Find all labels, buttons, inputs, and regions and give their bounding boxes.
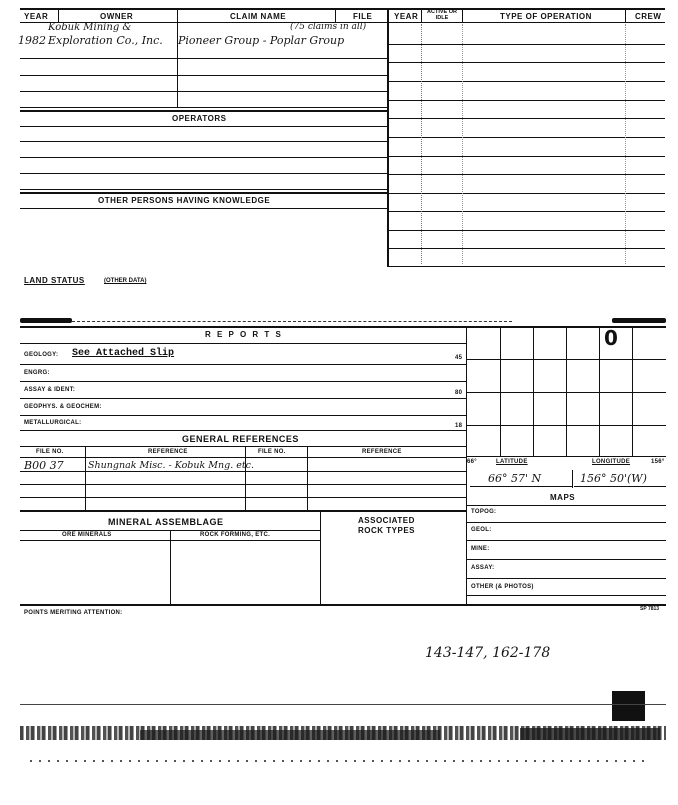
gr-header-file-no-2: FILE NO. xyxy=(258,449,286,455)
long-suffix: 156° xyxy=(651,459,665,465)
longitude-label: LONGITUDE xyxy=(592,459,631,465)
maps-geol: GEOL: xyxy=(471,527,492,533)
header-owner: OWNER xyxy=(100,12,134,21)
report-label-geophys: GEOPHYS. & GEOCHEM: xyxy=(24,404,102,410)
land-status-sub: (OTHER DATA) xyxy=(104,278,147,284)
gr-entry-file-no: B00 37 xyxy=(24,459,64,472)
report-code-metallurgical: 18 xyxy=(455,423,463,429)
mineral-associated: ASSOCIATED xyxy=(358,516,415,525)
mineral-rock-types: ROCK TYPES xyxy=(358,526,416,535)
report-value-geology: See Attached Slip xyxy=(72,348,175,359)
report-label-assay: ASSAY & IDENT: xyxy=(24,387,76,393)
gr-header-reference-2: REFERENCE xyxy=(362,449,402,455)
header-year-2: YEAR xyxy=(394,12,419,21)
header-active-or-idle: ACTIVE OR IDLE xyxy=(427,9,457,21)
report-code-geology: 45 xyxy=(455,355,463,361)
report-label-engrg: ENGRG: xyxy=(24,370,50,376)
header-year: YEAR xyxy=(24,12,49,21)
entry-owner-line1: Kobuk Mining & xyxy=(48,22,132,33)
maps-assay: ASSAY: xyxy=(471,565,495,571)
report-label-metallurgical: METALLURGICAL: xyxy=(24,420,82,426)
lat-prefix: 66° xyxy=(467,459,477,465)
entry-claim-name: Pioneer Group - Poplar Group xyxy=(178,34,345,47)
entry-owner-line2: Exploration Co., Inc. xyxy=(48,34,163,47)
gr-entry-reference: Shungnak Misc. - Kobuk Mng. etc. xyxy=(88,460,255,471)
header-claim-name: CLAIM NAME xyxy=(230,12,287,21)
gr-header-file-no: FILE NO. xyxy=(36,449,64,455)
header-crew: CREW xyxy=(635,12,662,21)
form-number: SP 7813 xyxy=(640,606,660,612)
section-other-persons: OTHER PERSONS HAVING KNOWLEDGE xyxy=(98,196,271,205)
latitude-value: 66° 57' N xyxy=(488,472,542,485)
gr-header-reference: REFERENCE xyxy=(148,449,188,455)
mineral-rock-forming: ROCK FORMING, ETC. xyxy=(200,532,271,538)
handwritten-pages: 143-147, 162-178 xyxy=(425,645,551,661)
latitude-label: LATITUDE xyxy=(496,459,528,465)
header-type-of-operation: TYPE OF OPERATION xyxy=(500,12,592,21)
report-code-assay: 80 xyxy=(455,390,463,396)
entry-claim-note: (75 claims in all) xyxy=(290,22,367,32)
maps-title: MAPS xyxy=(550,493,576,502)
maps-other: OTHER (& PHOTOS) xyxy=(471,584,534,590)
points-meriting-attention: POINTS MERITING ATTENTION: xyxy=(24,610,123,616)
section-operators: OPERATORS xyxy=(172,114,227,123)
longitude-value: 156° 50'(W) xyxy=(580,472,647,485)
reports-title: R E P O R T S xyxy=(205,330,283,339)
land-status-label: LAND STATUS xyxy=(24,276,85,285)
mineral-ore-minerals: ORE MINERALS xyxy=(62,532,112,538)
header-file: FILE xyxy=(353,12,373,21)
maps-mine: MINE: xyxy=(471,546,490,552)
grid-mark: 0 xyxy=(604,326,618,350)
maps-topog: TOPOG: xyxy=(471,509,497,515)
report-label-geology: GEOLOGY: xyxy=(24,352,59,358)
general-references-title: GENERAL REFERENCES xyxy=(182,434,299,444)
entry-year: 1982 xyxy=(18,34,46,47)
mineral-title: MINERAL ASSEMBLAGE xyxy=(108,517,224,527)
